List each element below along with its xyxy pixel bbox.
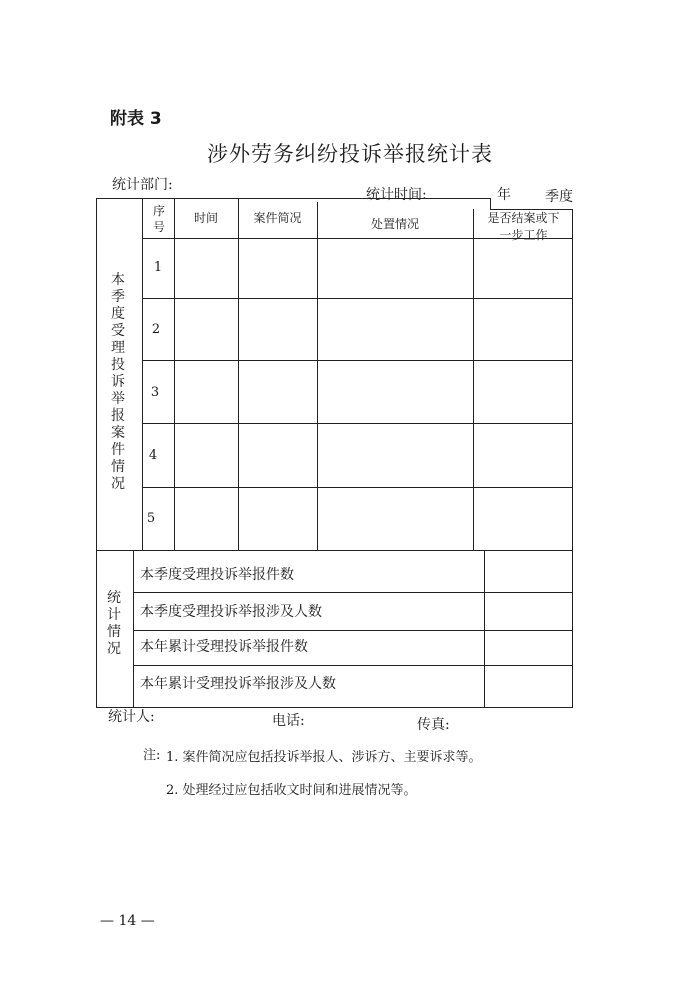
table-border-bottom [96, 707, 573, 708]
table-border-left [96, 198, 97, 708]
section2-label: 统计情况 [107, 590, 121, 657]
note-item: 1. 案件简况应包括投诉举报人、涉诉方、主要诉求等。 [166, 750, 482, 765]
page-title: 涉外劳务纠纷投诉举报统计表 [207, 142, 493, 166]
table-border-right [572, 209, 573, 708]
year-label: 年 [497, 187, 511, 203]
stat-row-label: 本季度受理投诉举报涉及人数 [140, 604, 322, 620]
col-header-status-line2: 一步工作 [499, 228, 548, 242]
statistician-label: 统计人: [108, 709, 155, 725]
stat-row-label: 本年累计受理投诉举报件数 [140, 639, 308, 655]
table-border-top-right [490, 209, 572, 210]
row-line-1 [142, 298, 573, 299]
row-number: 1 [153, 260, 163, 275]
stat-value-col-line [484, 550, 485, 708]
note-prefix: 注: [143, 748, 161, 763]
row-number: 5 [146, 511, 156, 526]
quarter-label: 季度 [545, 189, 573, 205]
section1-label: 本季度受理投诉举报案件情况 [111, 272, 125, 492]
col-line-time [238, 198, 239, 550]
attachment-label: 附表 3 [110, 109, 162, 129]
phone-label: 电话: [272, 713, 305, 729]
row-line-2 [142, 360, 573, 361]
dept-label: 统计部门: [112, 177, 173, 193]
row-line-3 [142, 423, 573, 424]
col-header-handling: 处置情况 [370, 217, 419, 231]
section-col-line-2 [133, 550, 134, 708]
col-line-seq [174, 198, 175, 550]
col-header-brief: 案件简况 [253, 211, 302, 225]
row-line-4 [142, 487, 573, 488]
row-number: 2 [151, 322, 161, 337]
col-line-brief [317, 202, 318, 550]
col-header-status-line1: 是否结案或下 [487, 211, 560, 225]
time-label: 统计时间: [366, 187, 427, 203]
stat-row-label: 本季度受理投诉举报件数 [140, 567, 294, 583]
col-line-handling [473, 209, 474, 550]
stat-row-line-1 [133, 592, 573, 593]
page-number: — 14 — [100, 913, 155, 929]
row-number: 4 [148, 448, 158, 463]
stat-row-line-2 [133, 630, 573, 631]
table-border-top [96, 198, 490, 199]
row-number: 3 [150, 385, 160, 400]
note-item: 2. 处理经过应包括收文时间和进展情况等。 [166, 783, 417, 798]
stat-row-label: 本年累计受理投诉举报涉及人数 [140, 676, 336, 692]
section-col-line-1 [142, 198, 143, 550]
section-divider [96, 550, 573, 551]
stat-row-line-3 [133, 665, 573, 666]
col-header-time: 时间 [193, 211, 218, 225]
fax-label: 传真: [417, 717, 450, 733]
table-border-step [490, 198, 491, 210]
col-header-seq: 序号 [152, 204, 165, 234]
